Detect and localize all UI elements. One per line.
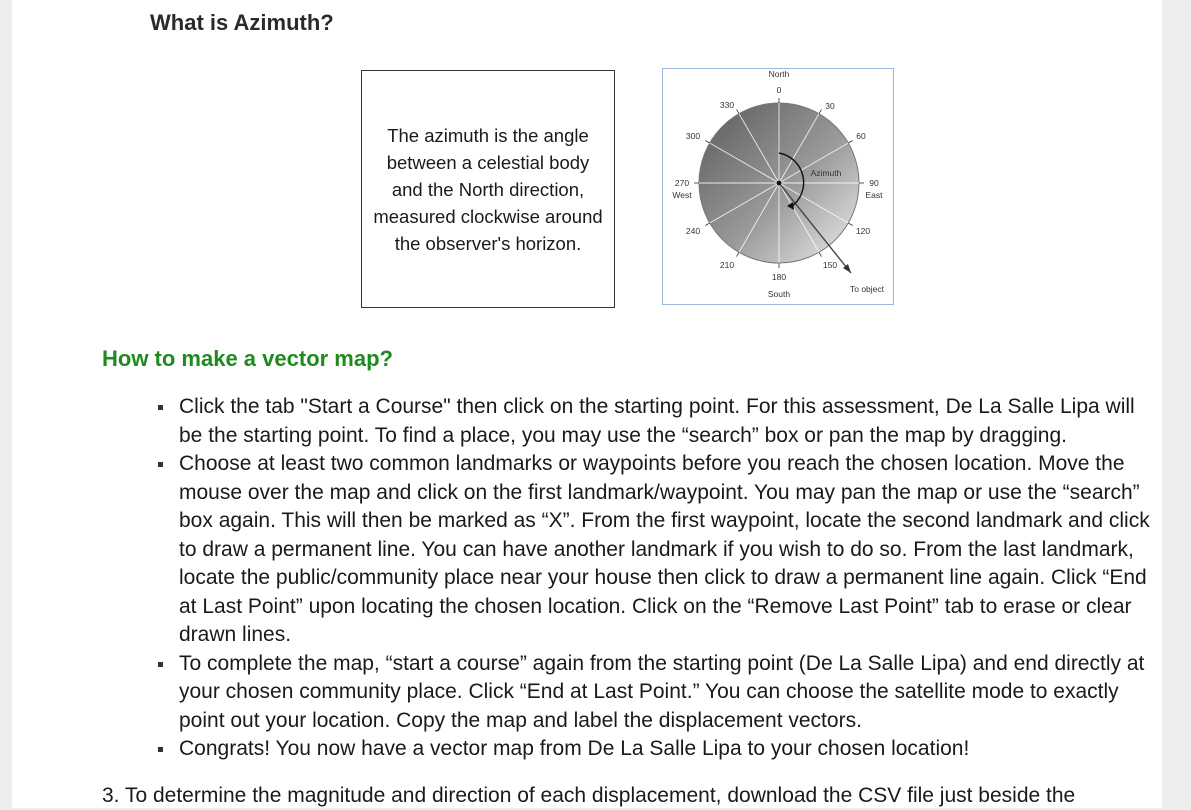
list-item: Click the tab "Start a Course" then click on the starting point. For this assessment, De La Salle Lipa will be the starting point. To find a place, you may use the “search” box or pan the map by dragging. xyxy=(152,393,1152,450)
azimuth-definition-text: The azimuth is the angle between a celestial body and the North direction, measured clockwise around the observer's horizon. xyxy=(373,124,603,254)
observer-point xyxy=(777,181,782,186)
compass-tick xyxy=(705,141,709,144)
azimuth-diagram xyxy=(662,68,894,305)
angle-60: 60 xyxy=(856,131,866,141)
angle-330: 330 xyxy=(719,100,735,110)
east-label: East xyxy=(865,190,883,200)
compass-tick xyxy=(848,141,852,144)
north-label: North xyxy=(768,69,790,79)
angle-240: 240 xyxy=(685,226,701,236)
compass-tick xyxy=(705,223,709,226)
angle-300: 300 xyxy=(685,131,701,141)
list-item: To complete the map, “start a course” again from the starting point (De La Salle Lipa) and end directly at your chosen community place. Click “End at Last Point.” You can choose the satellite mode to exactly point out your location. Copy the map and label the displacement vectors. xyxy=(152,650,1152,736)
angle-270: 270 xyxy=(674,178,690,188)
list-item: Choose at least two common landmarks or waypoints before you reach the chosen location. Move the mouse over the map and click on the first landmark/waypoint. You may pan the map or use the “search” box again. This will then be marked as “X”. From the first waypoint, locate the second landmark and click to draw a permanent line. You can have another landmark if you wish to do so. From the last landmark, locate the public/community place near your house then click to draw a permanent line again. Click “End at Last Point” upon locating the chosen location. Click on the “Remove Last Point” tab to erase or clear drawn lines. xyxy=(152,450,1152,650)
compass-tick xyxy=(737,252,740,256)
to-object-label: To object xyxy=(849,284,885,294)
list-item: Congrats! You now have a vector map from De La Salle Lipa to your chosen location! xyxy=(152,735,1152,764)
vector-map-heading: How to make a vector map? xyxy=(102,346,393,371)
angle-180: 180 xyxy=(771,272,787,282)
document-page xyxy=(12,0,1162,808)
angle-0: 0 xyxy=(776,85,782,95)
step-3-text: 3. To determine the magnitude and direction of each displacement, download the CSV file just beside the xyxy=(102,784,1076,807)
compass-tick xyxy=(848,223,852,226)
compass-tick xyxy=(737,109,740,113)
south-label: South xyxy=(767,289,791,299)
angle-150: 150 xyxy=(822,260,838,270)
angle-210: 210 xyxy=(719,260,735,270)
angle-120: 120 xyxy=(855,226,871,236)
azimuth-heading: What is Azimuth? xyxy=(150,10,334,35)
west-label: West xyxy=(672,190,692,200)
compass-tick xyxy=(819,252,822,256)
azimuth-definition-box xyxy=(361,70,615,308)
vector-map-steps xyxy=(152,393,1152,764)
angle-30: 30 xyxy=(825,101,835,111)
azimuth-label: Azimuth xyxy=(810,168,842,178)
compass-tick xyxy=(819,109,822,113)
angle-90: 90 xyxy=(869,178,879,188)
